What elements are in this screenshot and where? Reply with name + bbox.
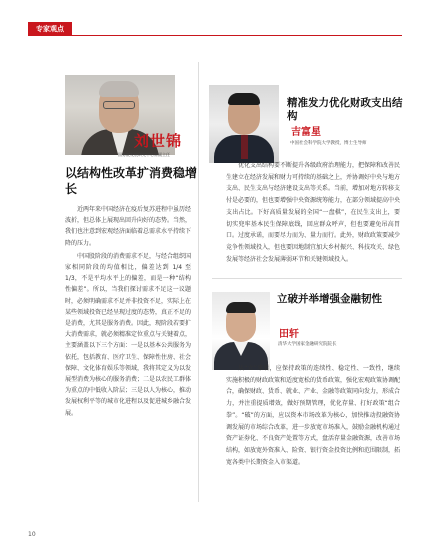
author-name: 吉富星 [291, 127, 321, 138]
paragraph: 优化支出结构要不断提升各级政府治理能力，把保障和改善民生建立在经济发展和财力可持续的基础之上，并协调好中央与地方支出、民生支出与经济建设支出等关系。当前，增加对地方转移支付是必要的，但也要增强中央资源统筹能力，在部分领域提高中央支出占比。下好高质量发展的全国“一盘棋”，在民生支出上，要切实兜牢基本民生保障底线，回应群众呼声，但也要避免吊高胃口。过度承诺，而要尽力而为、量力而行。此外，财政政策要减少竞争性领域投入，但也要因地制宜加大乡村振兴、科技攻关、绿色发展等经济社会发展薄弱环节和关键领域投入。 [226, 162, 401, 263]
article-body [226, 160, 400, 265]
column-divider [198, 62, 199, 502]
section-separator [212, 278, 402, 279]
article-title: 以结构性改革扩消费稳增长 [65, 166, 198, 196]
author-affiliation: 国务院发展研究中心原副主任 [118, 152, 170, 157]
article-body [226, 363, 400, 468]
paragraph: 中国股阶段的消费需求不足，与经合组织国家相同阶段的均值相比，偏差达到 1/4 至 1/3，不是平均水平上的偏差，而是一种“结构性偏差”。所以，当我们探讨需求不足这一议题时，必须明确需求不足并非投资不足，实际上在某些领域投资已经呈现过度的态势，真正不足的是消费，尤其是服务消费。因此，现阶段若要扩大消费需求，就必须精准定位重点与关键着点，主要涵盖以下三个方面：一是以基本公共服务为依托，包括教育、医疗卫生、保障性住房、社会保障、文化体育娱乐等领域，我将其定义为以发展型消费为核心的服务消费；二是以农民工群体为重点的中低收入阶层；三是以人为核心，推动发展权利平等的城市化进程以及促进城乡融合发展。 [65, 252, 192, 417]
author-affiliation: 清华大学国家金融研究院院长 [278, 342, 337, 347]
portrait-photo-tian-xuan [212, 292, 270, 370]
author-name: 田轩 [279, 329, 299, 340]
header-rule [28, 35, 402, 36]
header-bar [0, 0, 427, 40]
portrait-photo-ji-fuxing [209, 85, 279, 163]
article-body [65, 204, 191, 421]
section-tag: 专家观点 [28, 22, 72, 36]
paragraph: 从“立”来看，应保持政策的连续性、稳定性、一致性，继续实施积极的财政政策和适度宽松的货币政策，强化宏观政策协调配合，确保财政、货币、就业、产业、金融等政策同向发力，形成合力，并注重提质增效，做好预期管理，优化存量、打好政策“组合拳”。“破”的方面，应以资本市场改革为核心，加快推动投融资协调发展的市场综合改革，进一步放宽市场准入，鼓励金融机构通过资产证券化、不良资产处置等方式，盘活存量金融资源，改善市场结构，如放宽外资准入、险资、银行资金投资比例和范围限制，拓宽各类中长期资金入市渠道。 [226, 365, 401, 466]
author-name: 刘世锦 [134, 132, 183, 150]
article-title: 立破并举增强金融韧性 [277, 293, 382, 305]
paragraph: 近两年来中国经济在疫后复苏进程中虽历经波折，但总体上展现出回升向好的态势。当然，我们也注意到宏观经济面临着总需求水平持续下降的压力。 [65, 206, 192, 247]
author-affiliation: 中国社会科学院大学教授，博士生导师 [290, 141, 367, 146]
page-number: 10 [28, 531, 36, 538]
article-title: 精准发力优化财政支出结构 [287, 97, 403, 122]
